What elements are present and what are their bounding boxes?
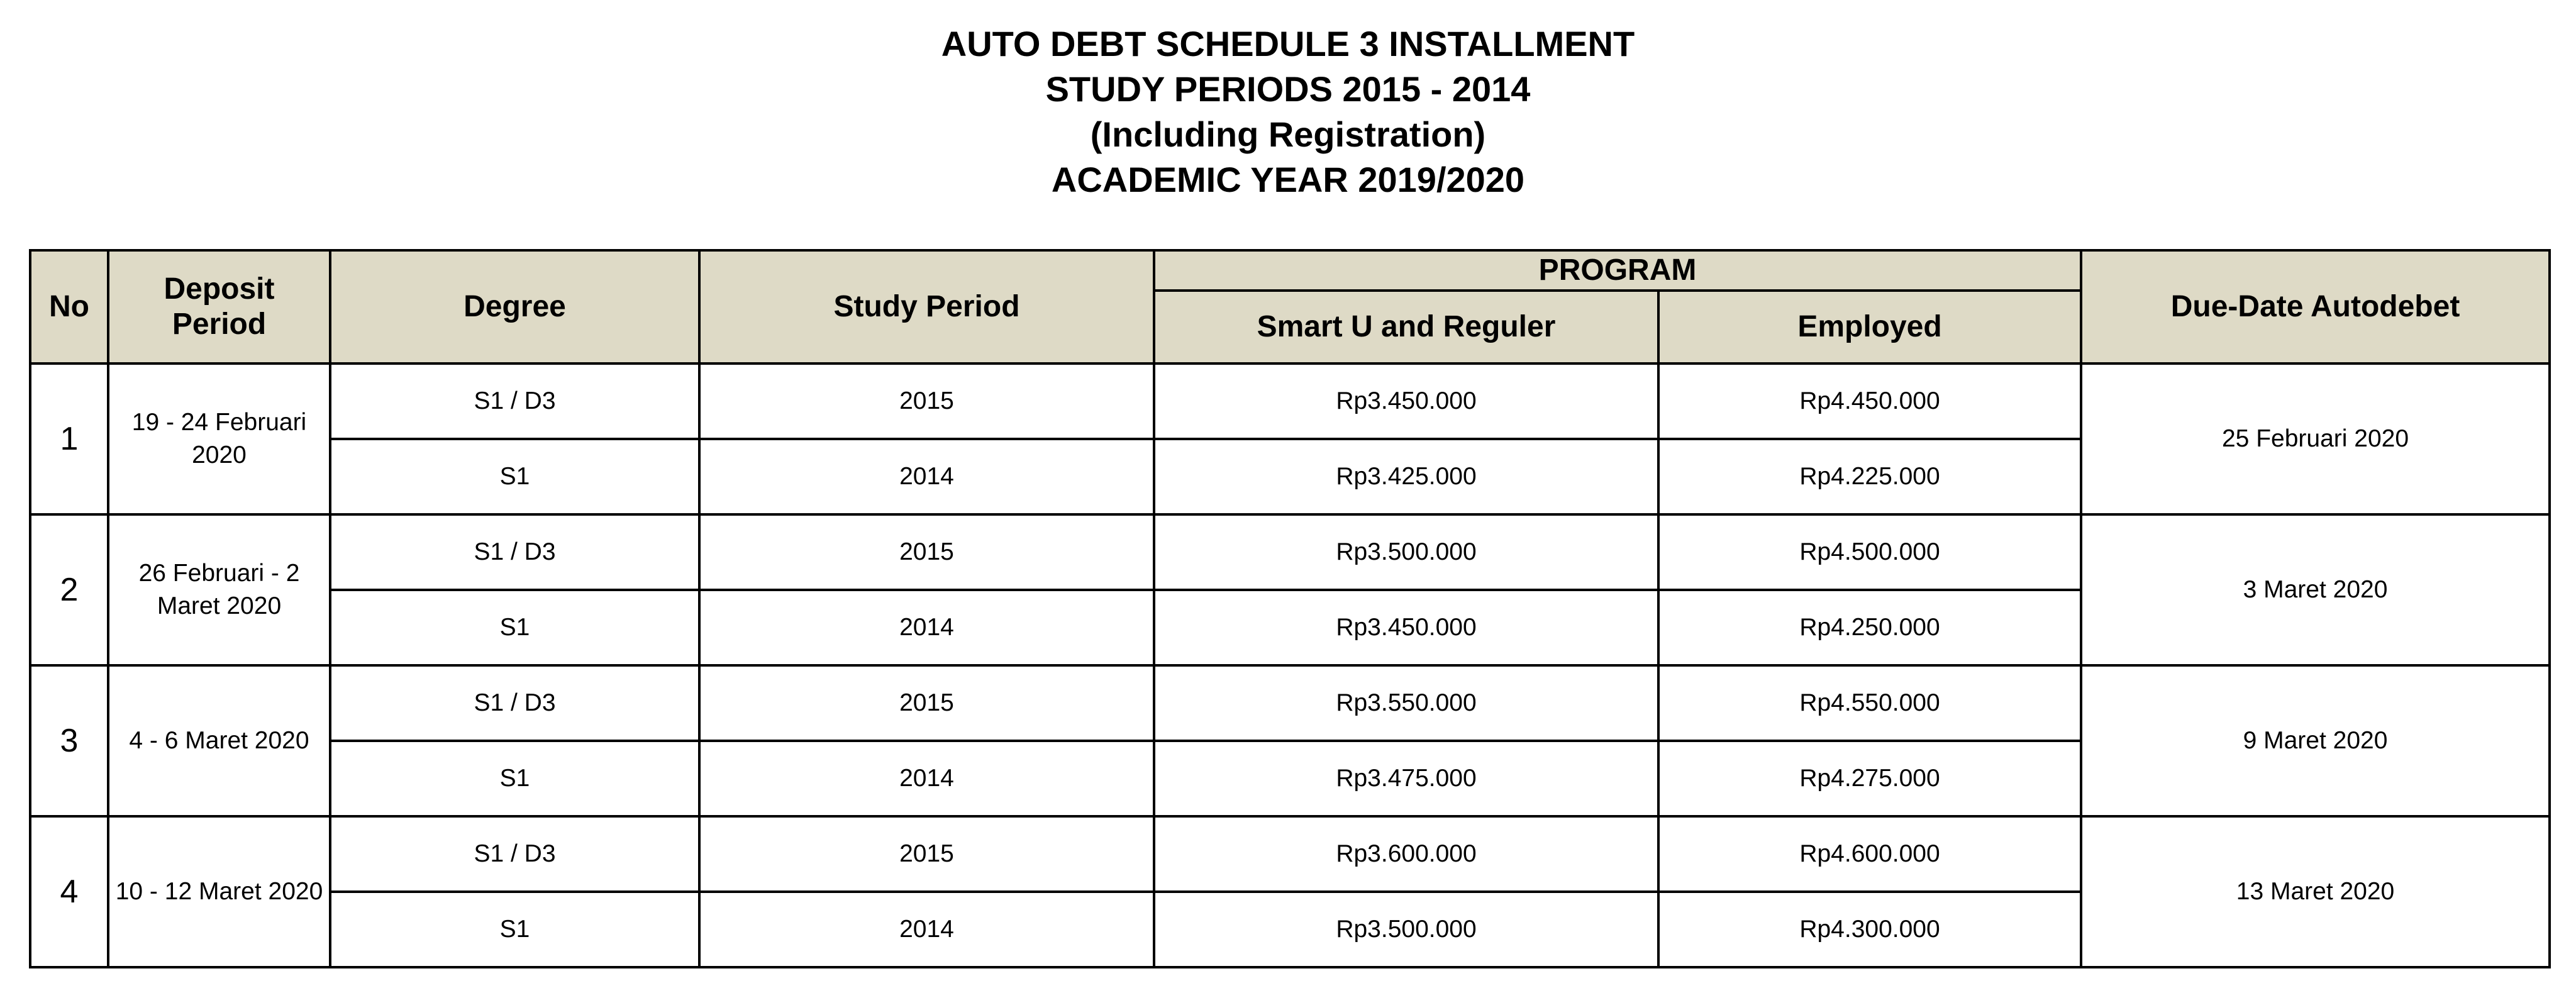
header-row-1 [30,250,2550,291]
table-row [30,363,2550,439]
due-date-cell: 3 Maret 2020 [2081,514,2550,665]
smart-u-amount-cell: Rp3.550.000 [1154,665,1658,741]
header-degree: Degree [330,250,699,363]
study-period-cell: 2015 [699,363,1154,439]
header-due-date: Due-Date Autodebet [2081,250,2550,363]
degree-cell: S1 [330,892,699,967]
degree-cell: S1 / D3 [330,363,699,439]
due-date-cell: 9 Maret 2020 [2081,665,2550,816]
employed-amount-cell: Rp4.225.000 [1658,439,2081,514]
study-period-cell: 2015 [699,514,1154,590]
header-study-period: Study Period [699,250,1154,363]
table-header [30,250,2550,363]
deposit-period-cell: 10 - 12 Maret 2020 [108,816,330,967]
study-period-cell: 2014 [699,892,1154,967]
study-period-cell: 2014 [699,590,1154,665]
employed-amount-cell: Rp4.250.000 [1658,590,2081,665]
smart-u-amount-cell: Rp3.450.000 [1154,363,1658,439]
degree-cell: S1 / D3 [330,816,699,892]
header-employed: Employed [1658,291,2081,363]
degree-cell: S1 [330,439,699,514]
table-row [30,816,2550,892]
table-row [30,514,2550,590]
deposit-period-cell: 19 - 24 Februari 2020 [108,363,330,514]
smart-u-amount-cell: Rp3.450.000 [1154,590,1658,665]
row-number: 3 [30,665,108,816]
title-line-3: (Including Registration) [1090,114,1486,154]
header-program: PROGRAM [1154,250,2081,291]
study-period-cell: 2014 [699,439,1154,514]
title-line-4: ACADEMIC YEAR 2019/2020 [1051,160,1525,199]
employed-amount-cell: Rp4.275.000 [1658,741,2081,816]
row-number: 4 [30,816,108,967]
degree-cell: S1 [330,741,699,816]
header-no: No [30,250,108,363]
study-period-cell: 2014 [699,741,1154,816]
title-line-1: AUTO DEBT SCHEDULE 3 INSTALLMENT [941,24,1635,64]
deposit-period-cell: 26 Februari - 2 Maret 2020 [108,514,330,665]
employed-amount-cell: Rp4.550.000 [1658,665,2081,741]
employed-amount-cell: Rp4.450.000 [1658,363,2081,439]
due-date-cell: 25 Februari 2020 [2081,363,2550,514]
smart-u-amount-cell: Rp3.500.000 [1154,514,1658,590]
row-number: 1 [30,363,108,514]
employed-amount-cell: Rp4.500.000 [1658,514,2081,590]
degree-cell: S1 / D3 [330,665,699,741]
smart-u-amount-cell: Rp3.425.000 [1154,439,1658,514]
installment-schedule-table [29,249,2551,968]
header-smart-u: Smart U and Reguler [1154,291,1658,363]
smart-u-amount-cell: Rp3.475.000 [1154,741,1658,816]
deposit-period-cell: 4 - 6 Maret 2020 [108,665,330,816]
study-period-cell: 2015 [699,816,1154,892]
employed-amount-cell: Rp4.300.000 [1658,892,2081,967]
employed-amount-cell: Rp4.600.000 [1658,816,2081,892]
study-period-cell: 2015 [699,665,1154,741]
degree-cell: S1 / D3 [330,514,699,590]
title-line-2: STUDY PERIODS 2015 - 2014 [1045,69,1531,109]
document-title [0,21,2576,202]
row-number: 2 [30,514,108,665]
due-date-cell: 13 Maret 2020 [2081,816,2550,967]
table-row [30,665,2550,741]
smart-u-amount-cell: Rp3.600.000 [1154,816,1658,892]
degree-cell: S1 [330,590,699,665]
header-deposit-period: Deposit Period [108,250,330,363]
table-body [30,363,2550,967]
smart-u-amount-cell: Rp3.500.000 [1154,892,1658,967]
